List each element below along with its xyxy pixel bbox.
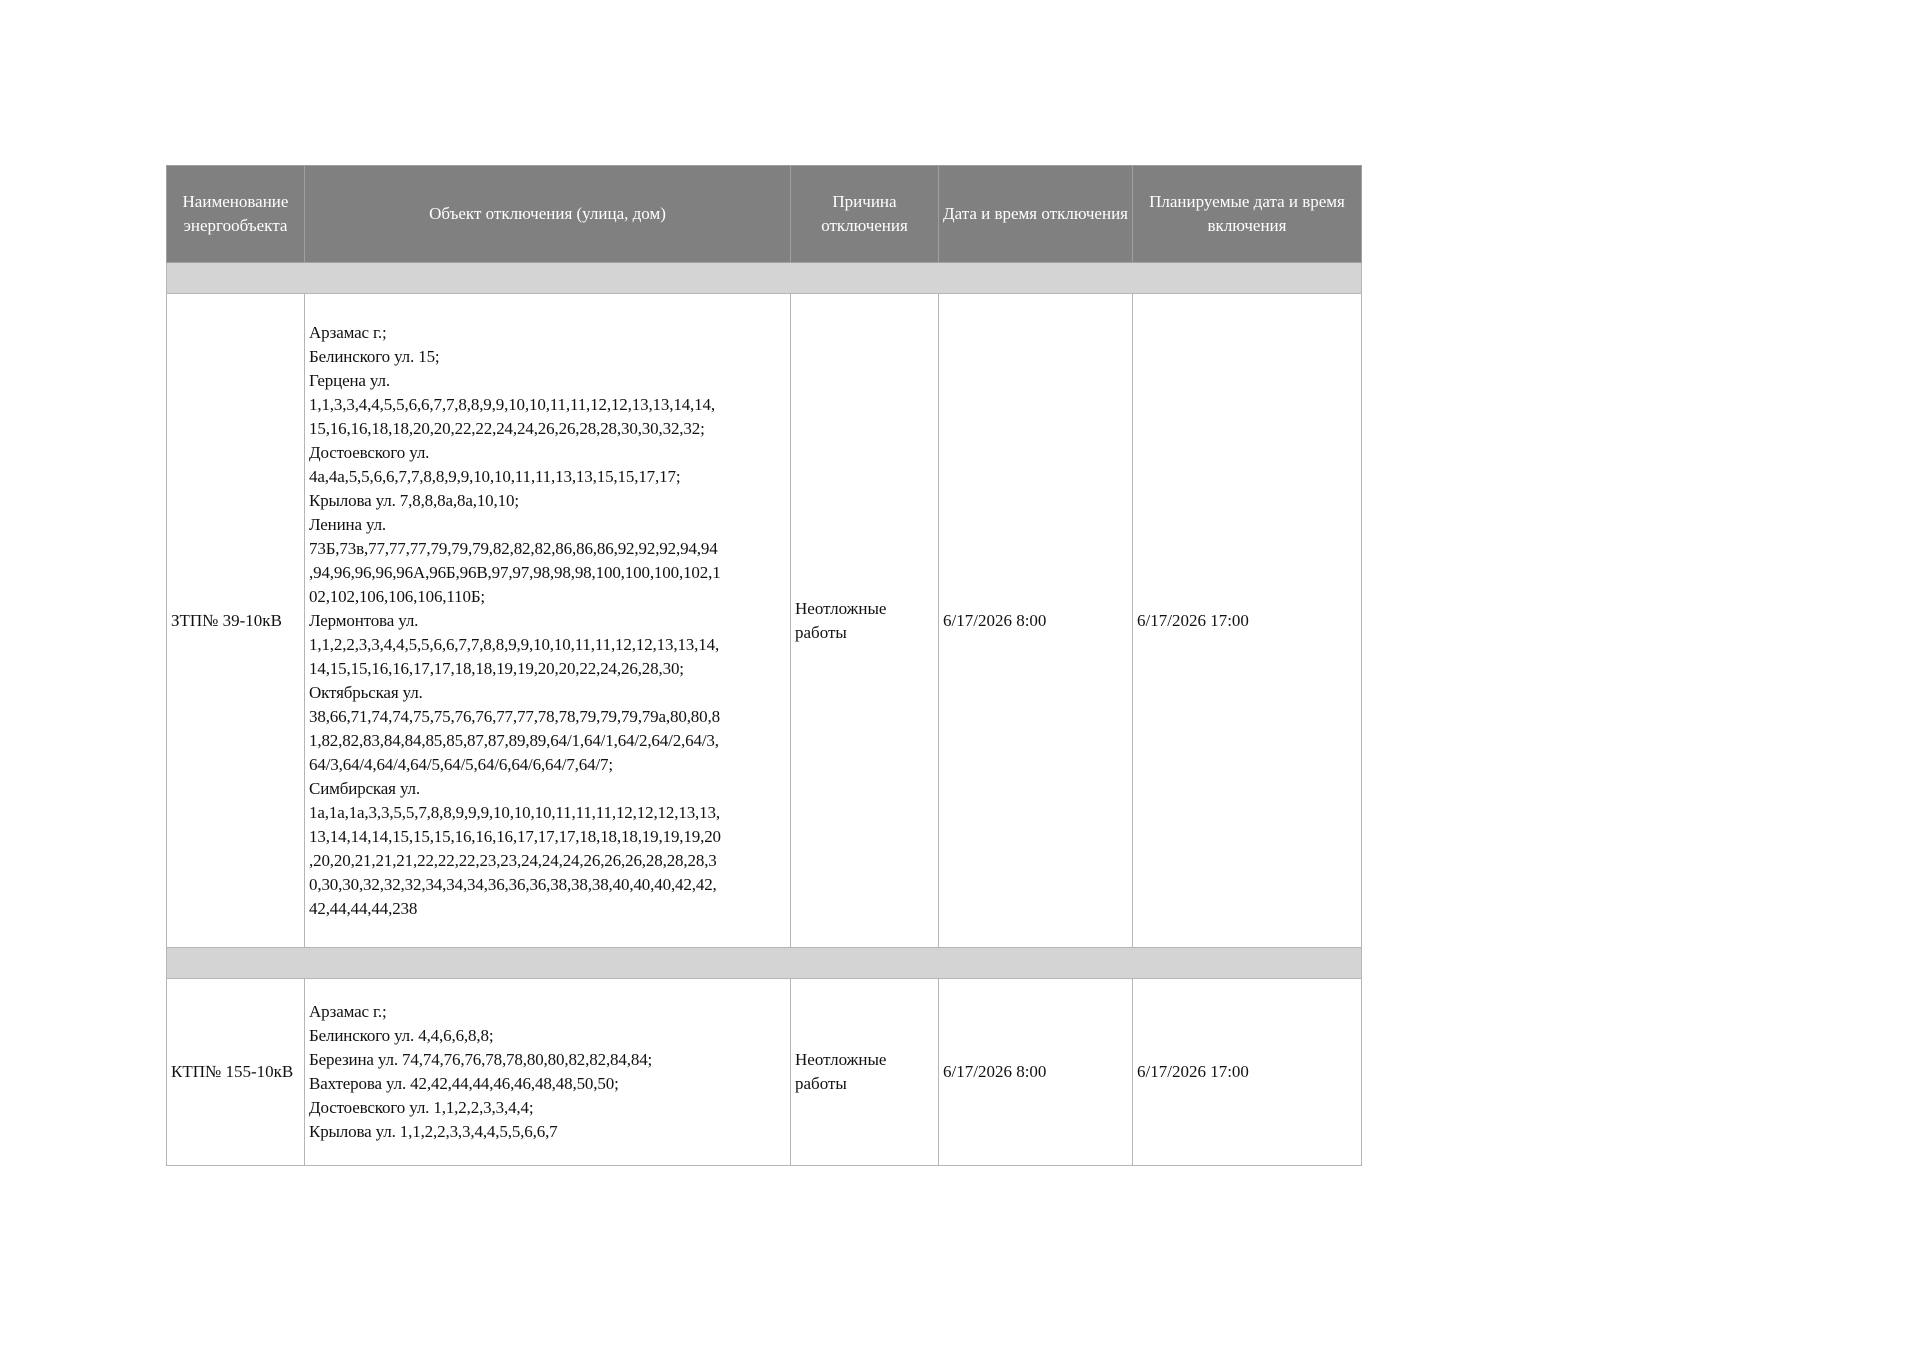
address-line: Березина ул. 74,74,76,76,78,78,80,80,82,82,84,84; <box>309 1050 653 1069</box>
end-cell: 6/17/2026 17:00 <box>1133 979 1362 1166</box>
header-row <box>167 166 1362 263</box>
reason-cell: Неотложные работы <box>791 294 939 948</box>
object-cell: КТП№ 155-10кВ <box>167 979 305 1166</box>
address-line: Герцена ул. <box>309 370 390 390</box>
address-line: Белинского ул. 4,4,6,6,8,8; <box>309 1026 494 1045</box>
address-cell <box>305 294 791 948</box>
address-line: 1а,1а,1а,3,3,5,5,7,8,8,9,9,9,10,10,10,11,11,11,12,12,12,13,13, <box>309 802 720 822</box>
spacer-cell <box>167 263 1362 294</box>
address-line: Крылова ул. 7,8,8,8а,8а,10,10; <box>309 490 519 510</box>
address-line: Арзамас г.; <box>309 322 387 342</box>
address-line: 15,16,16,18,18,20,20,22,22,24,24,26,26,28,28,30,30,32,32; <box>309 418 705 438</box>
address-line: Симбирская ул. <box>309 778 420 798</box>
address-line: 38,66,71,74,74,75,75,76,76,77,77,78,78,79,79,79,79а,80,80,8 <box>309 706 720 726</box>
outage-table <box>166 165 1362 1166</box>
table-row <box>167 294 1362 948</box>
address-line: Достоевского ул. <box>309 442 430 462</box>
header-reason: Причина отключения <box>791 166 939 263</box>
address-line: Октябрьская ул. <box>309 682 423 702</box>
address-line: Лермонтова ул. <box>309 610 419 630</box>
address-line: ,20,20,21,21,21,22,22,22,23,23,24,24,24,26,26,26,28,28,28,3 <box>309 850 717 870</box>
spacer-cell <box>167 948 1362 979</box>
address-line: 42,44,44,44,238 <box>309 898 418 918</box>
address-line: Достоевского ул. 1,1,2,2,3,3,4,4; <box>309 1098 534 1117</box>
spacer-row <box>167 948 1362 979</box>
address-line: 1,1,3,3,4,4,5,5,6,6,7,7,8,8,9,9,10,10,11,11,12,12,13,13,14,14, <box>309 394 715 414</box>
address-line: 14,15,15,16,16,17,17,18,18,19,19,20,20,22,24,26,28,30; <box>309 658 684 678</box>
address-line: ,94,96,96,96,96А,96Б,96В,97,97,98,98,98,100,100,100,102,1 <box>309 562 721 582</box>
start-cell: 6/17/2026 8:00 <box>939 294 1133 948</box>
header-start: Дата и время отключения <box>939 166 1133 263</box>
address-line: 13,14,14,14,15,15,15,16,16,16,17,17,17,18,18,18,19,19,19,20 <box>309 826 721 846</box>
table-row <box>167 979 1362 1166</box>
address-line: 02,102,106,106,106,110Б; <box>309 586 486 606</box>
address-line: Вахтерова ул. 42,42,44,44,46,46,48,48,50,50; <box>309 1074 619 1093</box>
header-object: Наименование энергообъекта <box>167 166 305 263</box>
address-cell <box>305 979 791 1166</box>
reason-cell: Неотложные работы <box>791 979 939 1166</box>
address-line: 0,30,30,32,32,32,34,34,34,36,36,36,38,38,38,40,40,40,42,42, <box>309 874 717 894</box>
end-cell: 6/17/2026 17:00 <box>1133 294 1362 948</box>
address-line: 73Б,73в,77,77,77,79,79,79,82,82,82,86,86,86,92,92,92,94,94 <box>309 538 718 558</box>
header-end: Планируемые дата и время включения <box>1133 166 1362 263</box>
address-line: Ленина ул. <box>309 514 387 534</box>
address-line: 64/3,64/4,64/4,64/5,64/5,64/6,64/6,64/7,64/7; <box>309 754 613 774</box>
address-line: 1,1,2,2,3,3,4,4,5,5,6,6,7,7,8,8,9,9,10,10,11,11,12,12,13,13,14, <box>309 634 720 654</box>
address-line: 1,82,82,83,84,84,85,85,87,87,89,89,64/1,64/1,64/2,64/2,64/3, <box>309 730 719 750</box>
start-cell: 6/17/2026 8:00 <box>939 979 1133 1166</box>
spacer-row <box>167 263 1362 294</box>
address-line: Арзамас г.; <box>309 1002 387 1021</box>
object-cell: ЗТП№ 39-10кВ <box>167 294 305 948</box>
address-line: Крылова ул. 1,1,2,2,3,3,4,4,5,5,6,6,7 <box>309 1122 558 1141</box>
address-line: Белинского ул. 15; <box>309 346 440 366</box>
header-address: Объект отключения (улица, дом) <box>305 166 791 263</box>
address-line: 4а,4а,5,5,6,6,7,7,8,8,9,9,10,10,11,11,13,13,15,15,17,17; <box>309 466 681 486</box>
